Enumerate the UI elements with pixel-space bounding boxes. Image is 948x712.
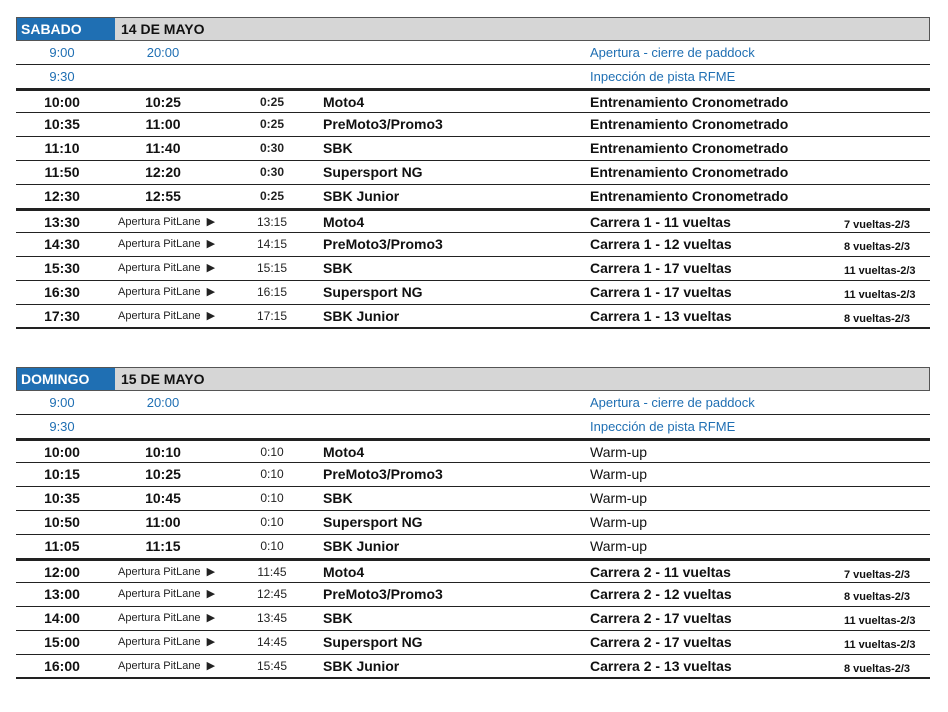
category: SBK — [323, 260, 353, 276]
pitlane-label: Apertura PitLane — [118, 612, 201, 624]
day-section-sunday — [16, 367, 930, 679]
race-row — [16, 281, 930, 305]
pitlane-time: 14:45 — [256, 635, 288, 649]
pitlane-label: Apertura PitLane — [118, 262, 201, 274]
category: PreMoto3/Promo3 — [323, 466, 443, 482]
pitlane-label: Apertura PitLane — [118, 216, 201, 228]
start-time: 10:35 — [44, 490, 80, 506]
activity: Inpección de pista RFME — [590, 69, 736, 84]
end-time: 10:10 — [145, 444, 181, 460]
category: SBK Junior — [323, 308, 400, 324]
play-arrow-icon: ▶ — [206, 216, 216, 228]
duration: 0:10 — [260, 515, 284, 529]
category: Supersport NG — [323, 164, 423, 180]
pitlane-label: Apertura PitLane — [118, 238, 201, 250]
category: SBK — [323, 610, 353, 626]
category: PreMoto3/Promo3 — [323, 236, 443, 252]
session-row — [16, 535, 930, 559]
start-time: 15:30 — [44, 260, 80, 276]
pitlane-time: 13:15 — [256, 215, 288, 229]
activity: Carrera 2 - 17 vueltas — [590, 634, 732, 650]
play-arrow-icon: ▶ — [206, 588, 216, 600]
duration: 0:10 — [260, 445, 284, 459]
activity: Carrera 1 - 11 vueltas — [590, 214, 731, 230]
laps-note: 7 vueltas-2/3 — [844, 219, 911, 231]
laps-note: 8 vueltas-2/3 — [844, 241, 911, 253]
activity: Carrera 1 - 17 vueltas — [590, 284, 732, 300]
start-time: 14:00 — [44, 610, 80, 626]
race-row — [16, 583, 930, 607]
duration: 0:25 — [259, 95, 285, 109]
pitlane-open-label — [118, 561, 215, 584]
pitlane-label: Apertura PitLane — [118, 636, 201, 648]
end-time: 20:00 — [146, 395, 180, 410]
pitlane-time: 15:15 — [256, 261, 288, 275]
pitlane-open-label — [118, 211, 215, 234]
race-row — [16, 305, 930, 329]
activity: Entrenamiento Cronometrado — [590, 188, 789, 204]
duration: 0:10 — [260, 467, 284, 481]
laps-note: 8 vueltas-2/3 — [844, 663, 911, 675]
session-row — [16, 439, 930, 463]
pitlane-open-label — [118, 233, 215, 256]
laps-note: 11 vueltas-2/3 — [844, 639, 916, 651]
day-header — [16, 17, 930, 41]
session-row — [16, 113, 930, 137]
pitlane-label: Apertura PitLane — [118, 286, 201, 298]
race-row — [16, 257, 930, 281]
category: PreMoto3/Promo3 — [323, 116, 443, 132]
pitlane-label: Apertura PitLane — [118, 660, 201, 672]
duration: 0:30 — [259, 141, 285, 155]
category: Supersport NG — [323, 284, 423, 300]
start-time: 17:30 — [44, 308, 80, 324]
race-row — [16, 233, 930, 257]
laps-note: 11 vueltas-2/3 — [844, 265, 916, 277]
start-time: 11:50 — [44, 164, 80, 180]
category: Moto4 — [323, 214, 365, 230]
session-row — [16, 511, 930, 535]
laps-note: 11 vueltas-2/3 — [844, 615, 916, 627]
play-arrow-icon: ▶ — [206, 566, 216, 578]
race-row — [16, 559, 930, 583]
session-row — [16, 161, 930, 185]
duration: 0:10 — [260, 539, 284, 553]
start-time: 14:30 — [44, 236, 80, 252]
laps-note: 7 vueltas-2/3 — [844, 569, 911, 581]
race-row — [16, 209, 930, 233]
category: SBK Junior — [323, 658, 400, 674]
category: SBK — [323, 490, 353, 506]
pitlane-open-label — [118, 607, 215, 630]
pitlane-open-label — [118, 631, 215, 654]
activity: Apertura - cierre de paddock — [590, 45, 755, 60]
category: Moto4 — [323, 94, 365, 110]
pitlane-time: 13:45 — [256, 611, 288, 625]
duration: 0:25 — [259, 117, 285, 131]
session-row — [16, 137, 930, 161]
start-time: 10:50 — [44, 514, 80, 530]
start-time: 11:05 — [44, 538, 80, 554]
end-time: 11:15 — [145, 538, 181, 554]
end-time: 20:00 — [146, 45, 180, 60]
activity: Entrenamiento Cronometrado — [590, 94, 789, 110]
activity: Entrenamiento Cronometrado — [590, 116, 789, 132]
end-time: 11:00 — [145, 514, 181, 530]
info-row — [16, 391, 930, 415]
pitlane-open-label — [118, 655, 215, 678]
play-arrow-icon: ▶ — [206, 612, 216, 624]
pitlane-open-label — [118, 305, 215, 328]
start-time: 9:30 — [49, 419, 75, 434]
category: Moto4 — [323, 564, 365, 580]
end-time: 11:00 — [145, 116, 181, 132]
duration: 0:10 — [260, 491, 284, 505]
activity: Warm-up — [590, 490, 648, 506]
activity: Warm-up — [590, 466, 648, 482]
session-row — [16, 185, 930, 209]
end-time: 12:20 — [145, 164, 181, 180]
end-time: 10:45 — [145, 490, 181, 506]
end-time: 11:40 — [145, 140, 181, 156]
pitlane-time: 11:45 — [257, 565, 287, 579]
day-date: 14 DE MAYO — [121, 21, 205, 37]
session-row — [16, 89, 930, 113]
race-row — [16, 607, 930, 631]
play-arrow-icon: ▶ — [206, 238, 216, 250]
pitlane-open-label — [118, 257, 215, 280]
activity: Inpección de pista RFME — [590, 419, 736, 434]
end-time: 10:25 — [145, 94, 181, 110]
activity: Carrera 1 - 17 vueltas — [590, 260, 732, 276]
category: Supersport NG — [323, 514, 423, 530]
start-time: 9:00 — [49, 395, 75, 410]
pitlane-label: Apertura PitLane — [118, 588, 201, 600]
race-row — [16, 655, 930, 679]
play-arrow-icon: ▶ — [206, 262, 216, 274]
duration: 0:25 — [259, 189, 285, 203]
activity: Warm-up — [590, 444, 648, 460]
start-time: 12:30 — [44, 188, 80, 204]
laps-note: 8 vueltas-2/3 — [844, 313, 911, 325]
activity: Warm-up — [590, 514, 648, 530]
pitlane-time: 15:45 — [256, 659, 288, 673]
info-row — [16, 65, 930, 89]
race-row — [16, 631, 930, 655]
activity: Carrera 1 - 13 vueltas — [590, 308, 732, 324]
category: PreMoto3/Promo3 — [323, 586, 443, 602]
activity: Carrera 2 - 12 vueltas — [590, 586, 732, 602]
activity: Apertura - cierre de paddock — [590, 395, 755, 410]
category: Moto4 — [323, 444, 365, 460]
activity: Carrera 2 - 11 vueltas — [590, 564, 731, 580]
activity: Entrenamiento Cronometrado — [590, 140, 789, 156]
pitlane-time: 14:15 — [256, 237, 288, 251]
session-row — [16, 487, 930, 511]
start-time: 11:10 — [44, 140, 80, 156]
start-time: 10:00 — [44, 94, 80, 110]
category: SBK — [323, 140, 353, 156]
info-row — [16, 41, 930, 65]
day-date: 15 DE MAYO — [121, 371, 205, 387]
activity: Carrera 2 - 13 vueltas — [590, 658, 732, 674]
pitlane-open-label — [118, 281, 215, 304]
pitlane-time: 17:15 — [256, 309, 288, 323]
start-time: 15:00 — [44, 634, 80, 650]
start-time: 16:30 — [44, 284, 80, 300]
day-section-saturday — [16, 17, 930, 329]
activity: Carrera 1 - 12 vueltas — [590, 236, 732, 252]
laps-note: 11 vueltas-2/3 — [844, 289, 916, 301]
category: Supersport NG — [323, 634, 423, 650]
pitlane-label: Apertura PitLane — [118, 566, 201, 578]
play-arrow-icon: ▶ — [206, 636, 216, 648]
start-time: 13:30 — [44, 214, 80, 230]
activity: Entrenamiento Cronometrado — [590, 164, 789, 180]
start-time: 12:00 — [44, 564, 80, 580]
end-time: 12:55 — [145, 188, 181, 204]
day-name: SABADO — [17, 18, 115, 40]
pitlane-open-label — [118, 583, 215, 606]
pitlane-label: Apertura PitLane — [118, 310, 201, 322]
play-arrow-icon: ▶ — [206, 660, 216, 672]
start-time: 9:00 — [49, 45, 75, 60]
start-time: 13:00 — [44, 586, 80, 602]
day-header — [16, 367, 930, 391]
start-time: 10:00 — [44, 444, 80, 460]
play-arrow-icon: ▶ — [206, 310, 216, 322]
start-time: 10:35 — [44, 116, 80, 132]
laps-note: 8 vueltas-2/3 — [844, 591, 911, 603]
play-arrow-icon: ▶ — [206, 286, 216, 298]
info-row — [16, 415, 930, 439]
duration: 0:30 — [259, 165, 285, 179]
activity: Carrera 2 - 17 vueltas — [590, 610, 732, 626]
start-time: 10:15 — [44, 466, 80, 482]
start-time: 16:00 — [44, 658, 80, 674]
day-name: DOMINGO — [17, 368, 115, 390]
category: SBK Junior — [323, 538, 400, 554]
session-row — [16, 463, 930, 487]
start-time: 9:30 — [49, 69, 75, 84]
end-time: 10:25 — [145, 466, 181, 482]
pitlane-time: 12:45 — [256, 587, 288, 601]
category: SBK Junior — [323, 188, 400, 204]
activity: Warm-up — [590, 538, 648, 554]
pitlane-time: 16:15 — [256, 285, 288, 299]
